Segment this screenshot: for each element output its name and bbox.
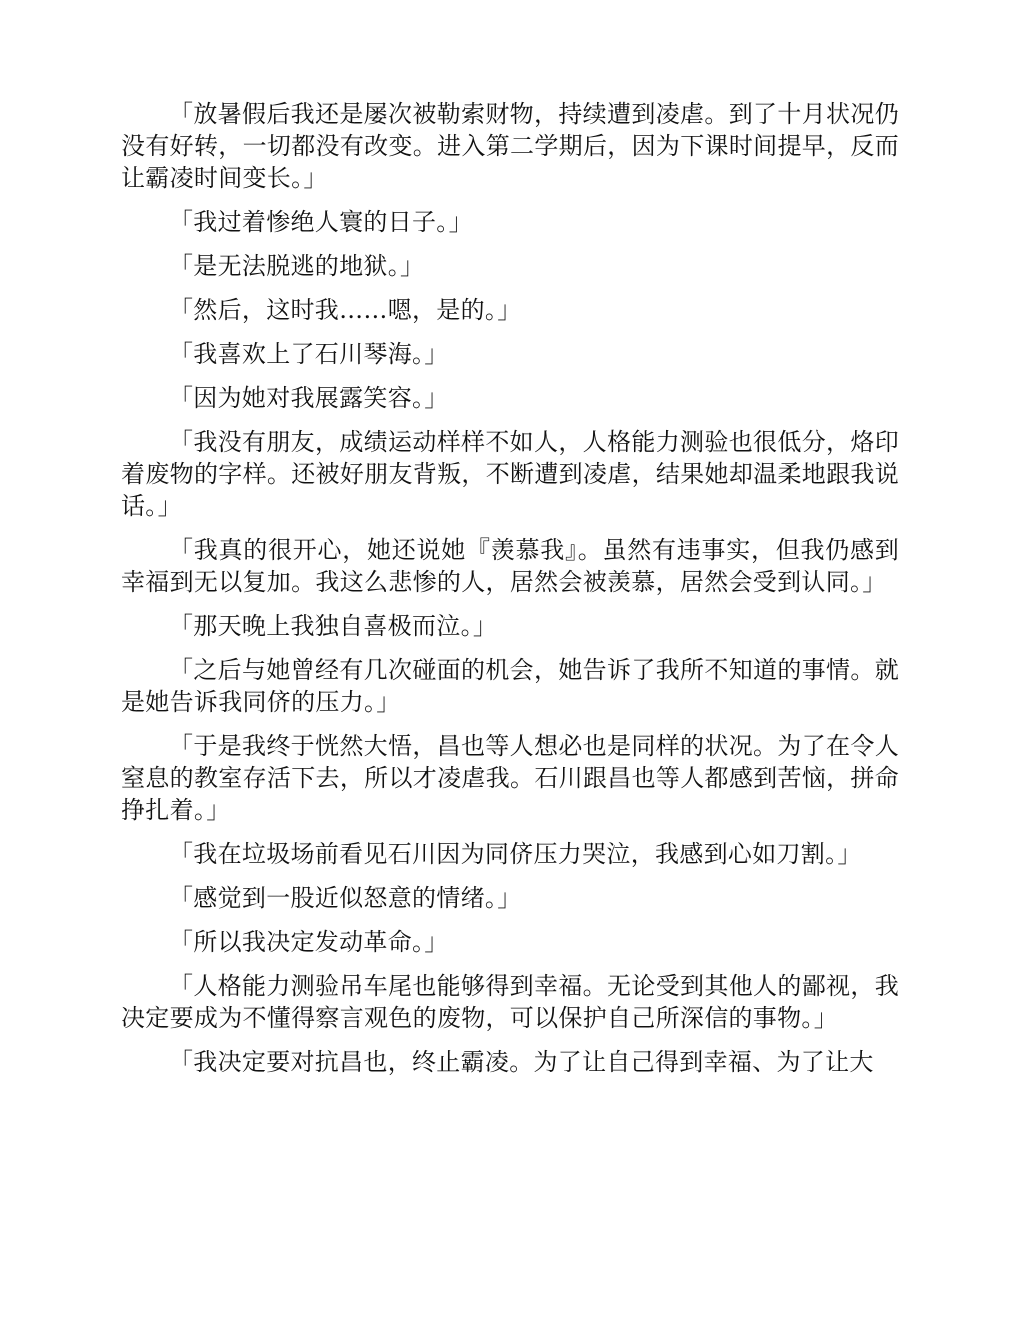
paragraph: 「因为她对我展露笑容。」	[169, 384, 449, 412]
paragraph: 「然后，这时我……嗯，是的。」	[169, 296, 522, 324]
paragraph: 「放暑假后我还是屡次被勒索财物，持续遭到凌虐。到了十月状况仍没有好转，一切都没有改变。进入第二学期后，因为下课时间提早，反而让霸凌时间变长。」	[121, 100, 899, 192]
paragraph: 「之后与她曾经有几次碰面的机会，她告诉了我所不知道的事情。就是她告诉我同侪的压力。」	[121, 656, 899, 716]
paragraph: 「我没有朋友，成绩运动样样不如人，人格能力测验也很低分，烙印着废物的字样。还被好朋友背叛，不断遭到凌虐，结果她却温柔地跟我说话。」	[121, 428, 899, 520]
paragraph: 「我喜欢上了石川琴海。」	[169, 340, 449, 368]
paragraph: 「人格能力测验吊车尾也能够得到幸福。无论受到其他人的鄙视，我决定要成为不懂得察言观色的废物，可以保护自己所深信的事物。」	[121, 972, 899, 1032]
paragraph: 「我决定要对抗昌也，终止霸凌。为了让自己得到幸福、为了让大	[169, 1048, 874, 1076]
paragraph: 「于是我终于恍然大悟，昌也等人想必也是同样的状况。为了在令人窒息的教室存活下去，所以才凌虐我。石川跟昌也等人都感到苦恼，拼命挣扎着。」	[121, 732, 899, 824]
paragraph: 「我在垃圾场前看见石川因为同侪压力哭泣，我感到心如刀割。」	[169, 840, 862, 868]
body-text	[121, 98, 899, 1090]
paragraph: 「那天晚上我独自喜极而泣。」	[169, 612, 498, 640]
paragraph: 「所以我决定发动革命。」	[169, 928, 449, 956]
paragraph: 「我真的很开心，她还说她『羡慕我』。虽然有违事实，但我仍感到幸福到无以复加。我这么悲惨的人，居然会被羡慕，居然会受到认同。」	[121, 536, 899, 596]
paragraph: 「是无法脱逃的地狱。」	[169, 252, 425, 280]
paragraph: 「感觉到一股近似怒意的情绪。」	[169, 884, 522, 912]
paragraph: 「我过着惨绝人寰的日子。」	[169, 208, 473, 236]
